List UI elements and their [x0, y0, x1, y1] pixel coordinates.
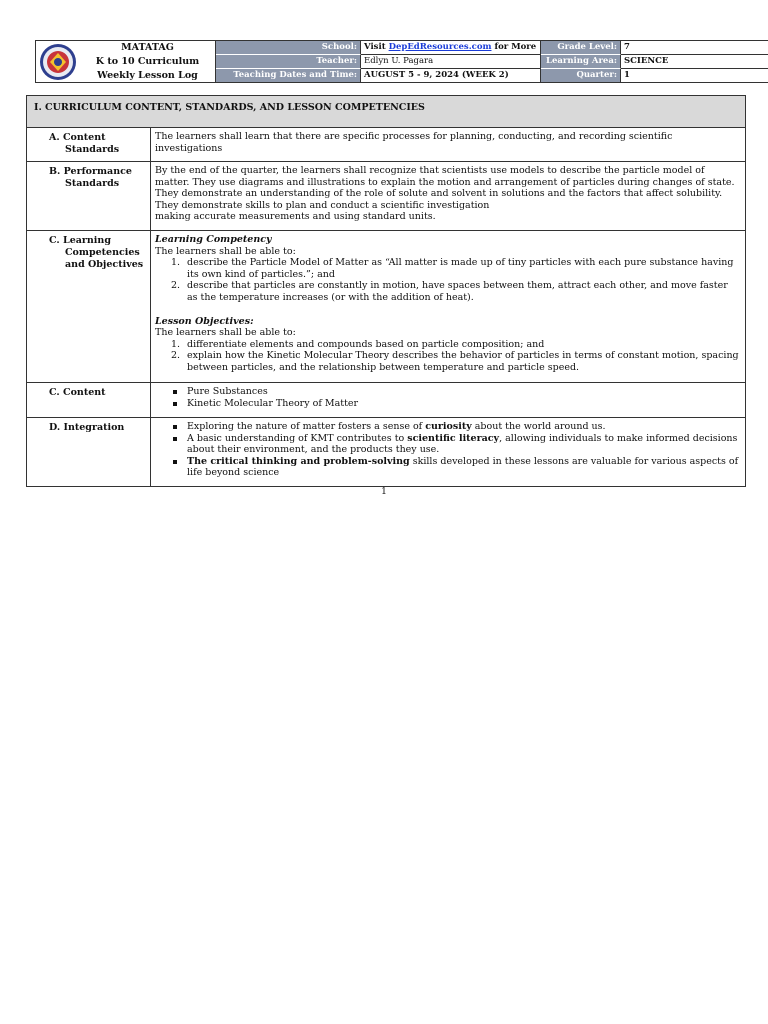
row-content [27, 383, 745, 418]
competency-list [155, 257, 739, 303]
label-line: Competencies [65, 247, 140, 258]
paragraph: making accurate measurements and using standard units. [155, 211, 436, 223]
content-standards-text [151, 128, 745, 161]
bold-text: The critical thinking and problem-solving [187, 455, 410, 467]
performance-standards-text [151, 162, 745, 230]
lesson-objectives-heading: Lesson Objectives: [155, 315, 254, 327]
list-item [155, 456, 739, 479]
learning-competency-heading: Learning Competency [155, 234, 272, 245]
title-line-3: Weekly Lesson Log [97, 69, 198, 81]
text-run: skills developed in these lessons are valuable for various aspects of life beyond science [187, 455, 739, 479]
list-text: explain how the Kinetic Molecular Theory describes the behavior of particles in terms of constant motion, spacing between particles, and the relationship between temperature and particle speed. [187, 350, 739, 373]
label-integration [27, 418, 151, 486]
quarter-value: 1 [624, 70, 630, 80]
teacher-label: Teacher: [216, 55, 361, 69]
bold-text: scientific literacy [407, 432, 500, 444]
row-content-standards [27, 128, 745, 162]
header-info-grid [216, 41, 768, 82]
competencies-text [151, 231, 745, 382]
label-content-standards [27, 128, 151, 161]
school-value [361, 41, 541, 55]
text-run: A basic understanding of KMT contributes to [187, 432, 408, 444]
list-number: 2. [171, 350, 181, 362]
header-title-block [36, 41, 216, 82]
list-item [155, 421, 739, 433]
school-link[interactable]: DepEdResources.com [388, 42, 492, 52]
paragraph: The learners shall learn that there are specific processes for planning, conducting, and recording scientific investigations [155, 131, 673, 154]
label-line: D. Integration [49, 422, 125, 433]
section-title: I. CURRICULUM CONTENT, STANDARDS, AND LESSON COMPETENCIES [27, 96, 745, 128]
content-list [155, 386, 739, 409]
label-line: C. Content [49, 387, 106, 398]
list-item: Kinetic Molecular Theory of Matter [155, 398, 739, 410]
label-line: B. Performance [49, 166, 132, 177]
list-item [155, 257, 739, 280]
grade-level-label: Grade Level: [541, 41, 621, 55]
school-after-text: for More [494, 42, 537, 52]
page-number: 1 [381, 487, 387, 497]
teacher-value: Edlyn U. Pagara [361, 55, 541, 69]
list-item [155, 339, 739, 351]
integration-list [155, 421, 739, 479]
objectives-list [155, 339, 739, 374]
learning-area-label: Learning Area: [541, 55, 621, 69]
bold-text: curiosity [425, 421, 472, 432]
list-number: 1. [171, 257, 181, 269]
paragraph: The learners shall be able to: [155, 245, 296, 257]
label-line: C. Learning [49, 235, 111, 246]
curriculum-table [26, 95, 746, 487]
teaching-dates-label: Teaching Dates and Time: [216, 69, 361, 82]
paragraph: The learners shall be able to: [155, 327, 296, 339]
deped-seal-icon [36, 41, 80, 82]
quarter-label: Quarter: [541, 69, 621, 82]
label-performance-standards [27, 162, 151, 230]
text-run: about the world around us. [471, 421, 606, 432]
text-run: Exploring the nature of matter fosters a sense of [187, 421, 426, 432]
integration-text [151, 418, 745, 486]
label-line: Standards [65, 178, 120, 189]
title-line-1: MATATAG [121, 41, 174, 53]
school-label: School: [216, 41, 361, 55]
teaching-dates-value: AUGUST 5 - 9, 2024 (WEEK 2) [361, 69, 541, 82]
list-item: Pure Substances [155, 386, 739, 398]
label-line: Standards [65, 144, 120, 155]
row-integration [27, 418, 745, 486]
title-line-2: K to 10 Curriculum [95, 55, 200, 67]
list-number: 2. [171, 280, 181, 292]
list-item [155, 433, 739, 456]
label-content [27, 383, 151, 417]
list-item [155, 280, 739, 303]
header-title [80, 41, 215, 82]
row-competencies [27, 231, 745, 383]
list-number: 1. [171, 338, 181, 350]
list-text: differentiate elements and compounds based on particle composition; and [187, 338, 545, 350]
list-text: describe that particles are constantly in motion, have spaces between them, attract each other, and move faster as the temperature increases (or with the addition of heat). [187, 280, 728, 303]
label-line: A. Content [49, 132, 106, 143]
text-run: , allowing individuals to make informed decisions about their environment, and the products they use. [187, 432, 738, 456]
label-competencies [27, 231, 151, 382]
list-item [155, 350, 739, 373]
grade-level-value: 7 [621, 41, 768, 55]
row-performance-standards [27, 162, 745, 231]
learning-area-value: SCIENCE [621, 55, 768, 69]
content-text [151, 383, 745, 417]
label-line: and Objectives [65, 259, 144, 270]
list-text: describe the Particle Model of Matter as “All matter is made up of tiny particles with each pure substance having its own kind of particles.”; and [187, 257, 734, 280]
paragraph: By the end of the quarter, the learners shall recognize that scientists use models to describe the particle model of matter. They use diagrams and illustrations to explain the motion and arrangement of particles during changes of state. They demonstrate an understanding of the role of solute and solvent in solutions and the factors that affect solubility. They demonstrate skills to plan and conduct a scientific investigation [155, 165, 735, 211]
lesson-log-header [35, 40, 768, 83]
school-visit-text: Visit [364, 42, 386, 52]
